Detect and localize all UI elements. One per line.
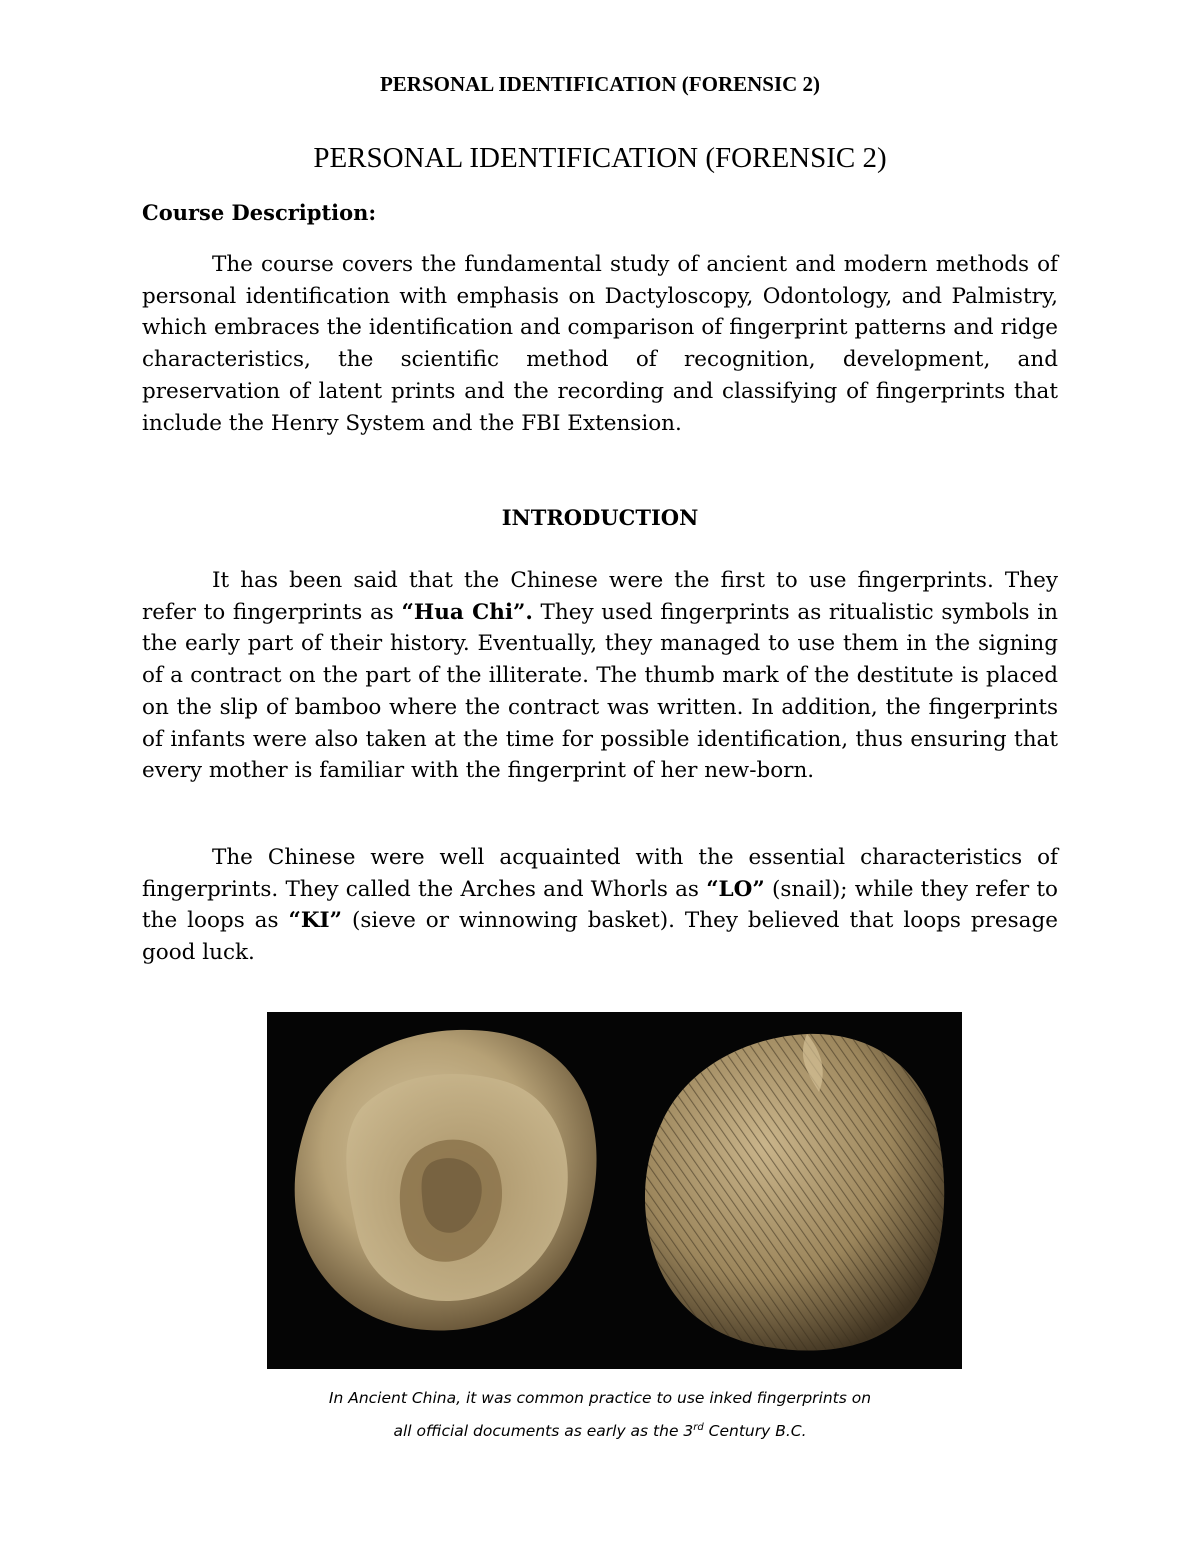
term-ki: “KI” — [288, 908, 342, 934]
caption-line-2 — [0, 1413, 1200, 1446]
term-lo: “LO” — [706, 876, 765, 902]
term-hua-chi: “Hua Chi”. — [401, 599, 533, 625]
introduction-heading: INTRODUCTION — [501, 505, 699, 530]
course-description-paragraph: The course covers the fundamental study of ancient and modern methods of personal identification with emphasis on Dactyloscopy, Odontology, and Palmistry, which embraces the identification and comparison of fingerprint patterns and ridge characteristics, the scientific method of recognition, development, and preservation of latent prints and the recording and classifying of fingerprints that include the Henry System and the FBI Extension. — [142, 252, 1058, 436]
running-header: PERSONAL IDENTIFICATION (FORENSIC 2) — [379, 72, 821, 96]
introduction-paragraph-2 — [142, 842, 1058, 969]
caption-line-2-text-b: Century B.C. — [703, 1422, 807, 1441]
intro-p2-text-c: (sieve or winnowing basket). They believed that loops presage good luck. — [142, 908, 1058, 966]
intro-p2-text-b: (snail); while they refer to the loops as — [142, 876, 1058, 934]
caption-line-2-text-a: all official documents as early as the 3 — [393, 1422, 694, 1441]
intro-p1-text-b: They used fingerprints as ritualistic symbols in the early part of their history. Eventually, they managed to use them in the signing of a contract on the part of the illiterate. The thumb mark of the destitute is placed on the slip of bamboo where the contract was written. In addition, the fingerprints of infants were also taken at the time for possible identification, thus ensuring that every mother is familiar with the fingerprint of her new-born. — [142, 599, 1058, 784]
introduction-paragraph-1 — [142, 565, 1058, 787]
clay-seals-illustration — [267, 1012, 962, 1369]
caption-line-1: In Ancient China, it was common practice to use inked fingerprints on — [328, 1389, 872, 1407]
figure-caption — [0, 1383, 1200, 1446]
page-title: PERSONAL IDENTIFICATION (FORENSIC 2) — [313, 142, 887, 174]
intro-p1-text-a: It has been said that the Chinese were the first to use fingerprints. They refer to fingerprints as — [142, 568, 1058, 625]
intro-p2-text-a: The Chinese were well acquainted with the essential characteristics of fingerprints. They called the Arches and Whorls as — [142, 845, 1058, 902]
course-description-label: Course Description: — [142, 200, 377, 225]
caption-superscript: rd — [693, 1422, 704, 1433]
clay-fingerprint-seals-photo — [267, 1012, 962, 1369]
